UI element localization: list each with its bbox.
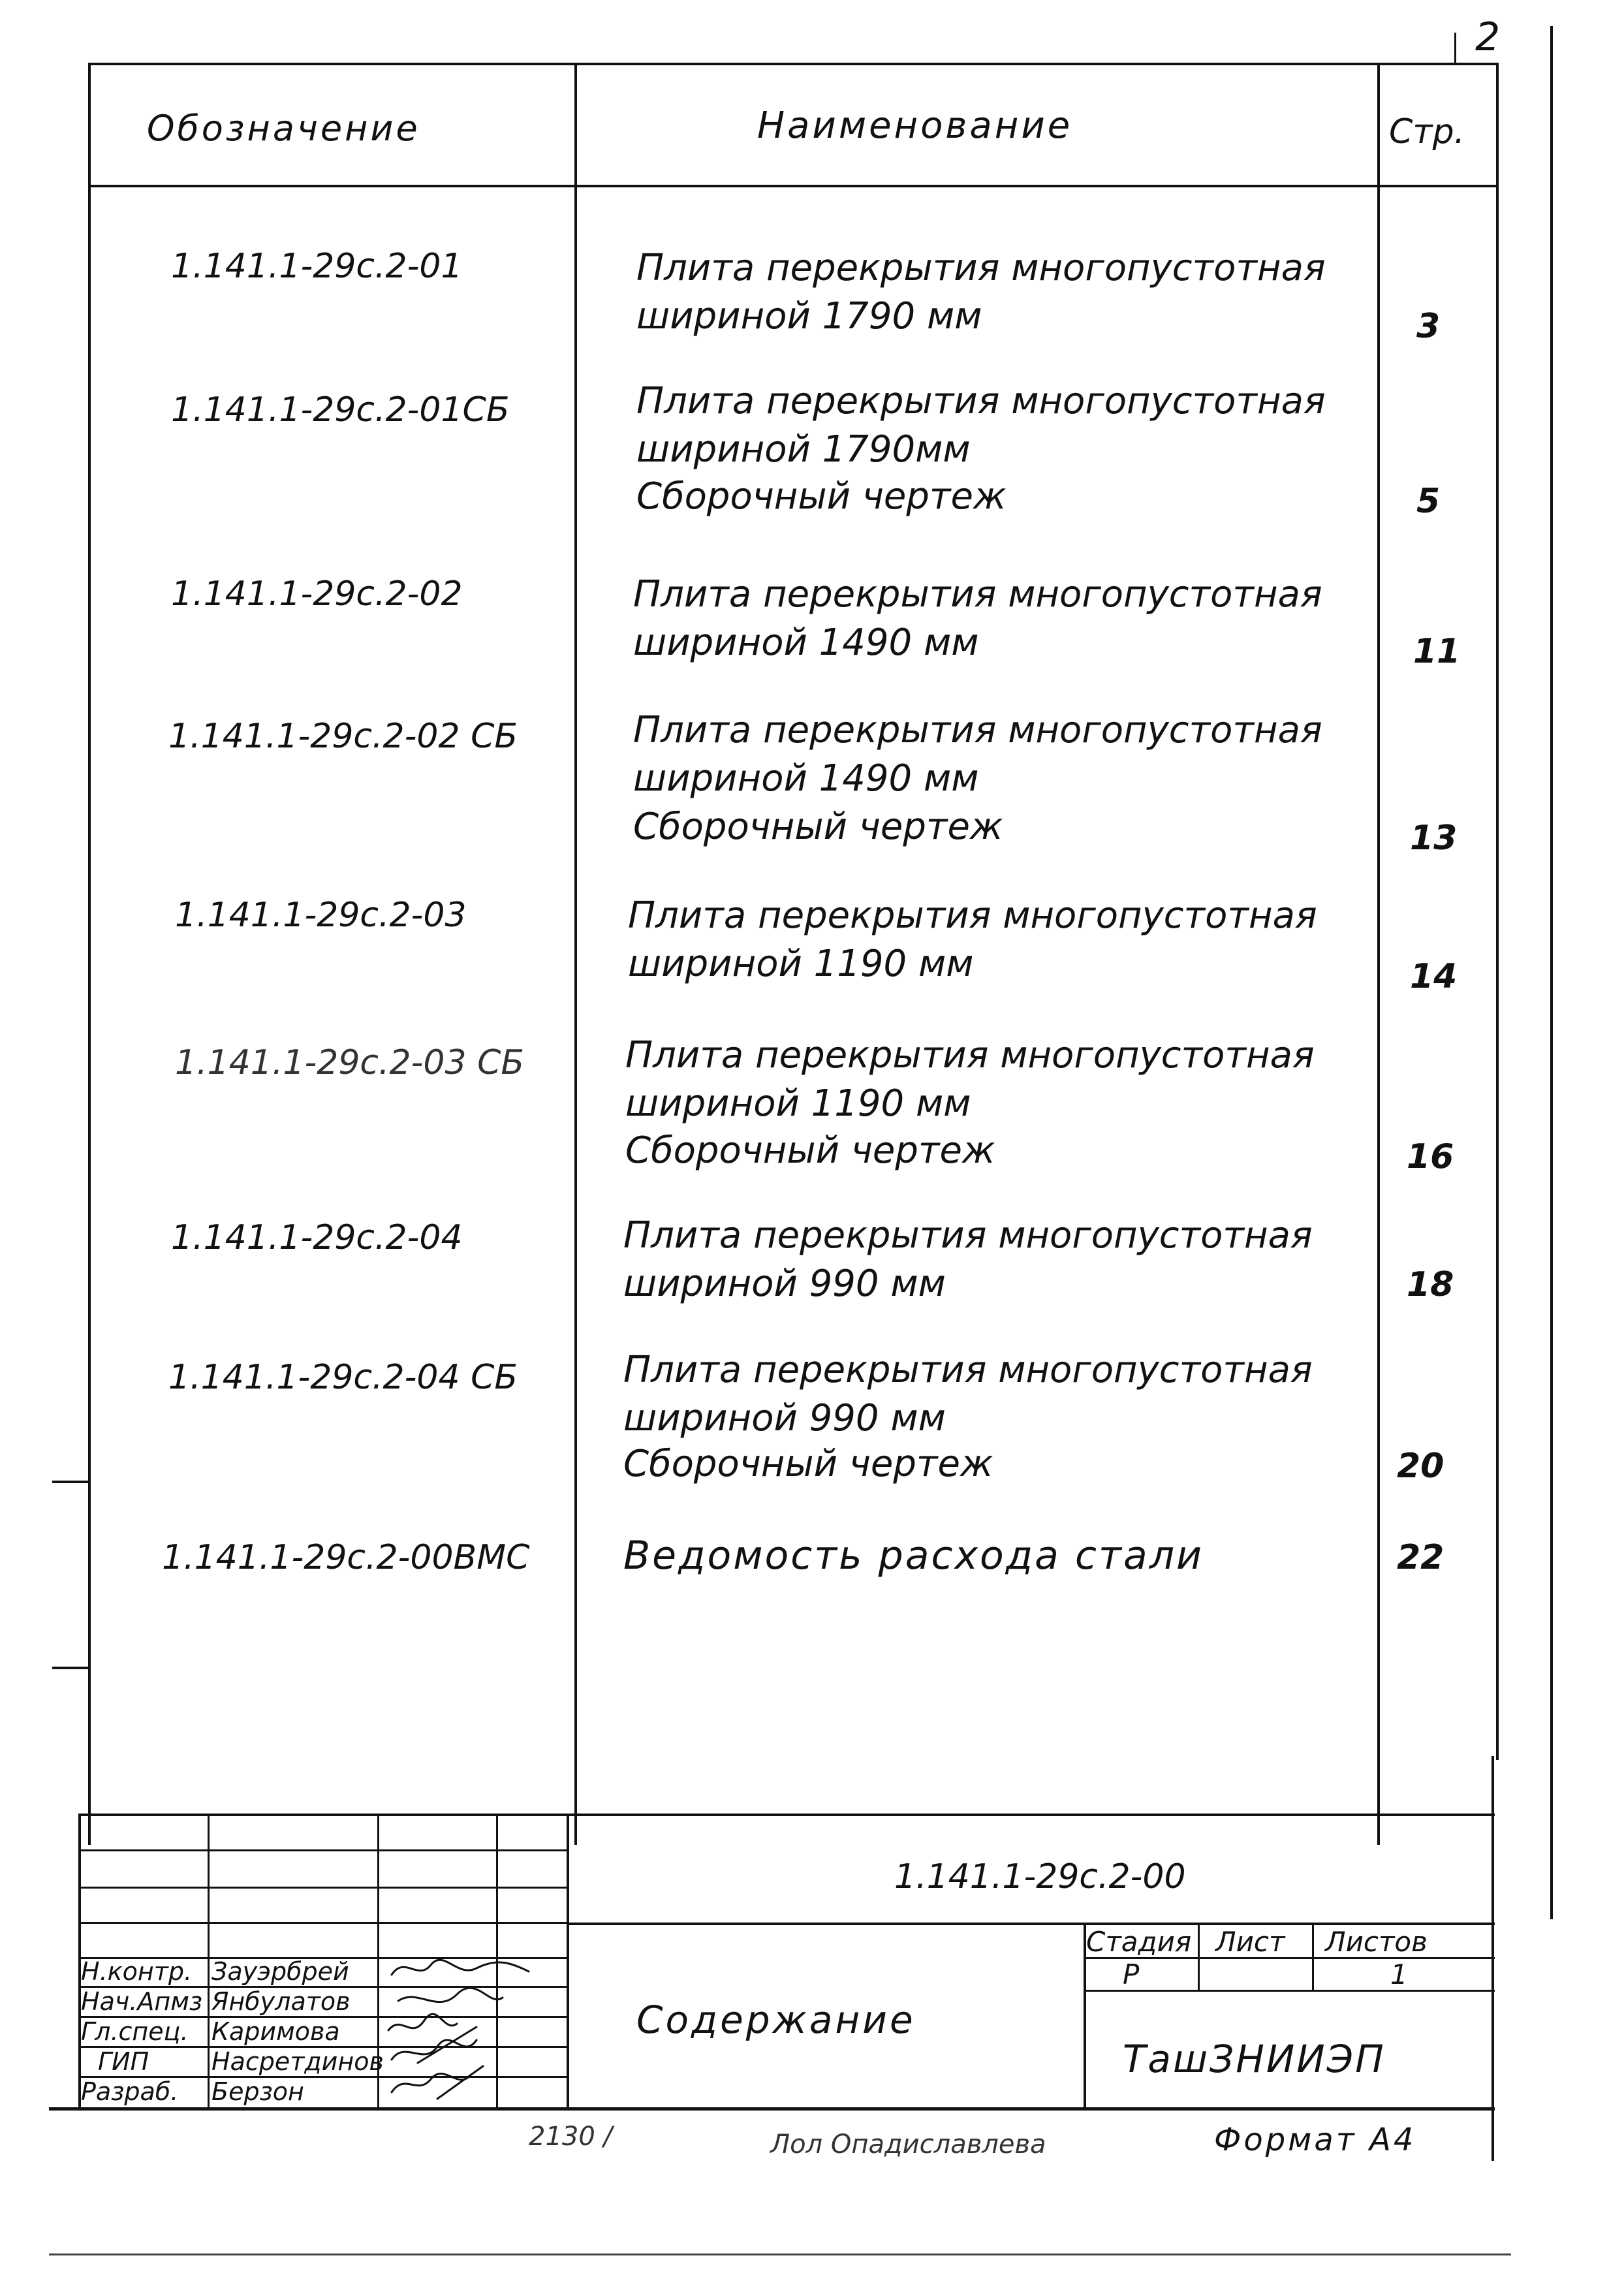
stage-label: Стадия	[1086, 1926, 1192, 1958]
row-1-code: 1.141.1-29с.2-01	[171, 247, 463, 286]
role-2: Нач.Апмз	[81, 1987, 203, 2016]
doc-title: Содержание	[636, 1998, 916, 2042]
header-name: Наименование	[757, 104, 1073, 147]
row-5-page: 14	[1410, 957, 1458, 996]
tb-row-line-2	[78, 1887, 568, 1889]
row-8-code: 1.141.1-29с.2-04 СБ	[168, 1358, 518, 1397]
signature-4	[392, 2027, 476, 2063]
signature-1	[392, 1960, 529, 1975]
role-5: Разраб.	[81, 2077, 179, 2106]
row-6-name-line-3: Сборочный чертеж	[625, 1129, 995, 1172]
surname-3: Каримова	[211, 2017, 340, 2046]
tb-row-line-1	[78, 1849, 568, 1851]
row-9-name-line-1: Ведомость расхода стали	[623, 1533, 1204, 1578]
signature-5	[392, 2066, 483, 2099]
row-1-page: 3	[1416, 307, 1441, 346]
row-4-name-line-3: Сборочный чертеж	[633, 806, 1003, 848]
row-4-name-line-2: шириной 1490 мм	[633, 757, 979, 800]
column-divider-2	[1377, 63, 1380, 1845]
row-4-code: 1.141.1-29с.2-02 СБ	[168, 717, 518, 756]
tb-stage-col-line-1	[1198, 1923, 1200, 1991]
row-7-page: 18	[1407, 1265, 1454, 1304]
row-8-name-line-2: шириной 990 мм	[623, 1397, 946, 1439]
sheet-label: Лист	[1215, 1926, 1285, 1958]
row-7-code: 1.141.1-29с.2-04	[171, 1218, 463, 1257]
role-4: ГИП	[98, 2047, 149, 2076]
title-block-bottom	[49, 2107, 1495, 2111]
tb-stage-row-line-2	[1084, 1990, 1495, 1992]
row-4-name-line-1: Плита перекрытия многопустотная	[633, 709, 1322, 751]
frame-top	[88, 63, 1498, 65]
row-3-name-line-2: шириной 1490 мм	[633, 621, 979, 664]
footer-left: 2130 /	[529, 2122, 612, 2152]
row-1-name-line-1: Плита перекрытия многопустотная	[636, 247, 1326, 289]
row-3-name-line-1: Плита перекрытия многопустотная	[633, 573, 1322, 616]
header-page: Стр.	[1389, 112, 1465, 151]
tb-row-line-3	[78, 1922, 568, 1924]
header-bottom-line	[88, 185, 1498, 187]
frame-left	[88, 63, 91, 1845]
role-3: Гл.спец.	[81, 2017, 189, 2046]
sheets-value: 1	[1390, 1958, 1408, 1990]
surname-4: Насретдинов	[211, 2047, 384, 2076]
surname-2: Янбулатов	[211, 1987, 351, 2016]
frame-right	[1496, 63, 1499, 1760]
signature-2	[398, 1988, 503, 2002]
margin-tick-1	[52, 1481, 90, 1483]
signature-3	[388, 2014, 457, 2030]
footer-middle: Лол Опадиславлева	[770, 2129, 1046, 2159]
row-8-name-line-3: Сборочный чертеж	[623, 1443, 993, 1485]
row-1-name-line-2: шириной 1790 мм	[636, 295, 982, 338]
row-3-page: 11	[1413, 632, 1461, 671]
row-8-name-line-1: Плита перекрытия многопустотная	[623, 1349, 1313, 1391]
row-2-name-line-3: Сборочный чертеж	[636, 475, 1007, 518]
row-6-name-line-1: Плита перекрытия многопустотная	[625, 1034, 1315, 1076]
row-4-page: 13	[1410, 819, 1458, 858]
row-7-name-line-1: Плита перекрытия многопустотная	[623, 1214, 1313, 1257]
role-1: Н.контр.	[81, 1957, 193, 1986]
row-2-page: 5	[1416, 482, 1441, 521]
page-number: 2	[1475, 14, 1501, 60]
surname-1: Зауэрбрей	[211, 1957, 349, 1986]
row-2-name-line-2: шириной 1790мм	[636, 428, 971, 471]
margin-tick-2	[52, 1667, 90, 1669]
row-9-page: 22	[1397, 1538, 1444, 1577]
tb-col-line-1	[208, 1814, 210, 2107]
row-5-name-line-1: Плита перекрытия многопустотная	[628, 894, 1317, 937]
column-divider-1	[574, 63, 577, 1845]
row-3-code: 1.141.1-29с.2-02	[171, 574, 463, 614]
organization: ТашЗНИИЭП	[1123, 2037, 1386, 2081]
surname-5: Берзон	[211, 2077, 304, 2106]
row-9-code: 1.141.1-29с.2-00ВМС	[162, 1538, 530, 1577]
row-7-name-line-2: шириной 990 мм	[623, 1263, 946, 1305]
row-6-name-line-2: шириной 1190 мм	[625, 1082, 971, 1125]
tb-code-bottom-line	[568, 1923, 1495, 1925]
doc-code: 1.141.1-29с.2-00	[894, 1857, 1186, 1896]
row-8-page: 20	[1397, 1447, 1444, 1486]
right-border-line	[1550, 26, 1553, 1919]
page-number-tick	[1454, 33, 1456, 64]
row-6-page: 16	[1407, 1137, 1454, 1176]
title-block-top	[78, 1814, 1495, 1816]
row-6-code: 1.141.1-29с.2-03 СБ	[175, 1043, 525, 1082]
row-2-code: 1.141.1-29с.2-01СБ	[171, 390, 510, 430]
tb-stage-col-line-2	[1312, 1923, 1314, 1991]
row-2-name-line-1: Плита перекрытия многопустотная	[636, 380, 1326, 422]
header-designation: Обозначение	[147, 108, 420, 149]
sheets-label: Листов	[1325, 1926, 1428, 1958]
row-5-name-line-2: шириной 1190 мм	[628, 943, 974, 985]
format-label: Формат А4	[1214, 2122, 1416, 2158]
stage-value: Р	[1123, 1958, 1140, 1990]
bottom-trim-line	[49, 2253, 1511, 2255]
row-5-code: 1.141.1-29с.2-03	[175, 896, 467, 935]
signatures-image	[379, 1949, 574, 2109]
